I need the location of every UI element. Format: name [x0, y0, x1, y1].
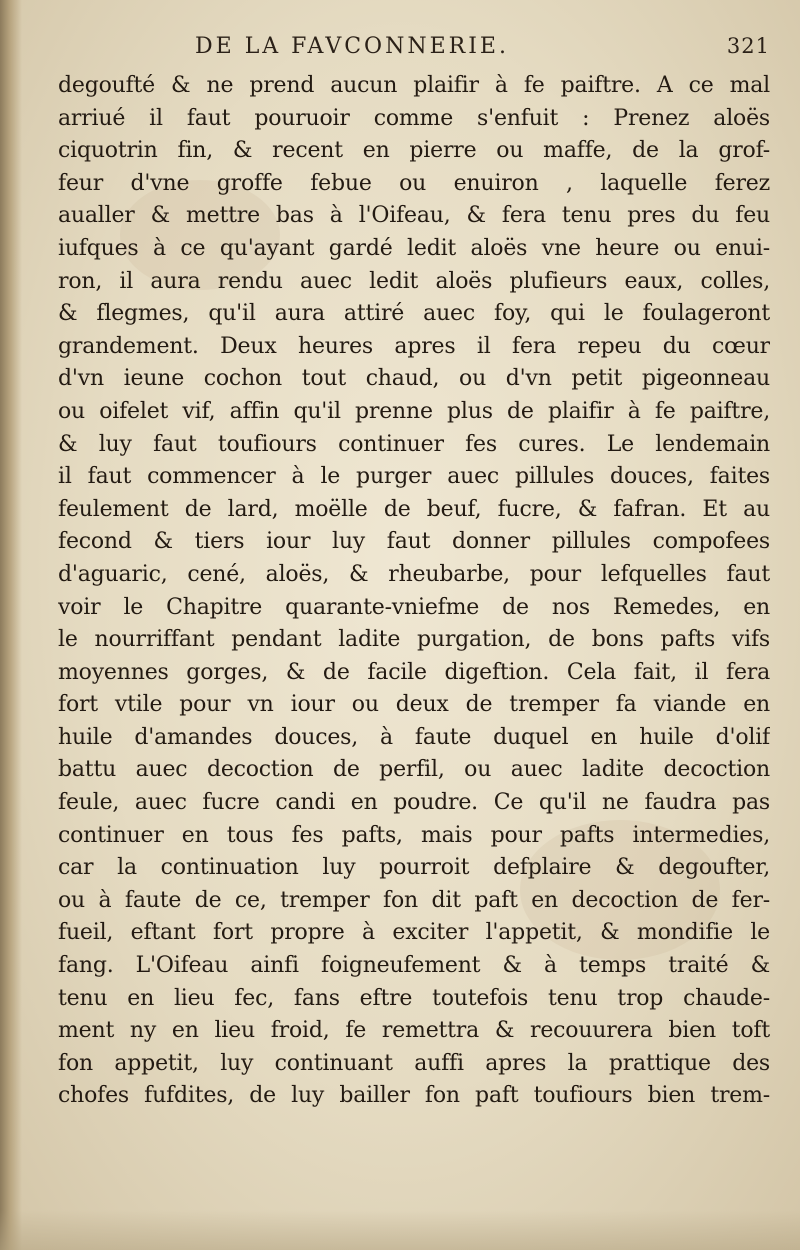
- text-line: ment ny en lieu froid, fe remettra & recouurera bien toft: [58, 1018, 770, 1044]
- text-line: huile d'amandes douces, à faute duquel en huile d'olif: [58, 724, 770, 750]
- text-line: tenu en lieu fec, fans eftre toutefois tenu trop chaude-: [58, 985, 770, 1011]
- page-number: 321: [726, 34, 770, 58]
- text-line: fang. L'Oifeau ainfi foigneufement & à temps traité &: [58, 953, 770, 979]
- running-head: [195, 34, 770, 68]
- text-line: arriué il faut pouruoir comme s'enfuit : Prenez aloës: [58, 105, 770, 131]
- text-line: d'vn ieune cochon tout chaud, ou d'vn petit pigeonneau: [58, 366, 770, 392]
- text-line: fecond & tiers iour luy faut donner pillules compofees: [58, 529, 770, 555]
- text-line: le nourriffant pendant ladite purgation, de bons pafts vifs: [58, 627, 770, 653]
- text-line: & luy faut toufiours continuer fes cures. Le lendemain: [58, 431, 770, 457]
- text-line: moyennes gorges, & de facile digeftion. Cela fait, il fera: [58, 659, 770, 685]
- text-line: d'aguaric, cené, aloës, & rheubarbe, pour lefquelles faut: [58, 561, 770, 587]
- text-line: feulement de lard, moëlle de beuf, fucre, & fafran. Et au: [58, 496, 770, 522]
- text-line: degoufté & ne prend aucun plaifir à fe paiftre. A ce mal: [58, 73, 770, 98]
- text-line: aualler & mettre bas à l'Oifeau, & fera tenu pres du feu: [58, 203, 770, 229]
- text-line: ciquotrin fin, & recent en pierre ou maffe, de la grof-: [58, 138, 770, 164]
- page-bottom-shadow: [0, 1210, 800, 1250]
- text-line: fueil, eftant fort propre à exciter l'appetit, & mondifie le: [58, 920, 770, 946]
- body-text: [58, 70, 770, 1113]
- page-gutter-shadow: [0, 0, 22, 1250]
- text-line: feur d'vne groffe febue ou enuiron , laquelle ferez: [58, 170, 770, 196]
- text-line: voir le Chapitre quarante-vniefme de nos Remedes, en: [58, 594, 770, 620]
- text-line: chofes fufdites, de luy bailler fon paft toufiours bien trem-: [58, 1083, 770, 1109]
- text-line: feule, auec fucre candi en poudre. Ce qu'il ne faudra pas: [58, 790, 770, 816]
- text-line: ron, il aura rendu auec ledit aloës plufieurs eaux, colles,: [58, 268, 770, 294]
- text-line: ou à faute de ce, tremper fon dit paft en decoction de fer-: [58, 887, 770, 913]
- text-line: grandement. Deux heures apres il fera repeu du cœur: [58, 333, 770, 359]
- text-line: & flegmes, qu'il aura attiré auec foy, qui le foulageront: [58, 301, 770, 327]
- text-line: car la continuation luy pourroit defplaire & degoufter,: [58, 855, 770, 881]
- text-line: continuer en tous fes pafts, mais pour pafts intermedies,: [58, 822, 770, 848]
- text-line: fort vtile pour vn iour ou deux de tremper fa viande en: [58, 692, 770, 718]
- text-line: ou oifelet vif, affin qu'il prenne plus de plaifir à fe paiftre,: [58, 398, 770, 424]
- running-head-title: DE LA FAVCONNERIE.: [195, 34, 509, 59]
- text-line: il faut commencer à le purger auec pillules douces, faites: [58, 464, 770, 490]
- text-line: fon appetit, luy continuant auffi apres la prattique des: [58, 1050, 770, 1076]
- text-line: iufques à ce qu'ayant gardé ledit aloës vne heure ou enui-: [58, 235, 770, 261]
- text-line: battu auec decoction de perfil, ou auec ladite decoction: [58, 757, 770, 783]
